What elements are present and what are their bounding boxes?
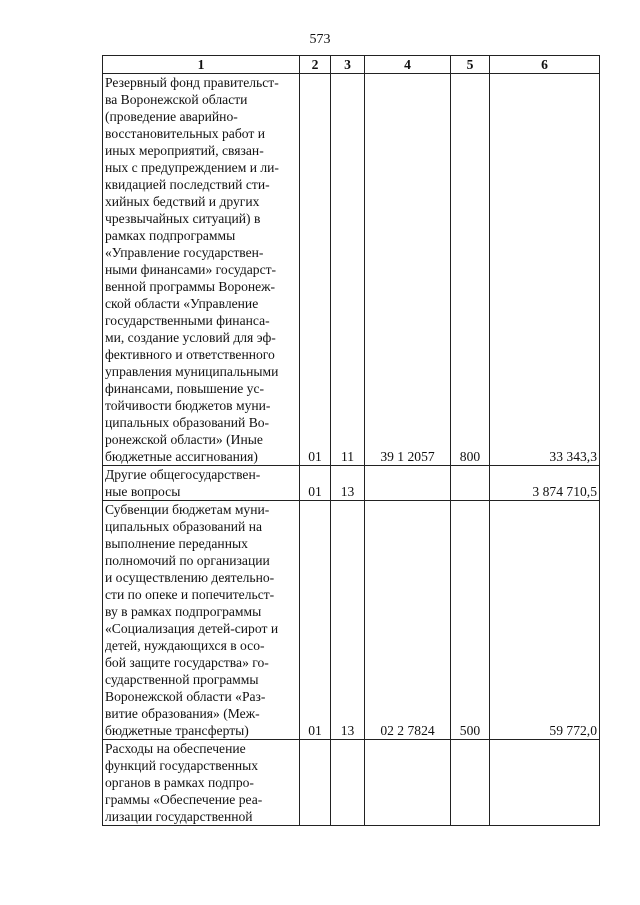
row-amount xyxy=(490,740,600,826)
row-target-code xyxy=(365,466,451,501)
page-number: 573 xyxy=(309,32,331,47)
table-row xyxy=(103,501,600,740)
row-name: Расходы на обеспечение функций государственных органов в рамках подпро- граммы «Обеспечение реа- лизации государственной xyxy=(103,740,300,826)
row-section: 01 xyxy=(300,74,331,466)
row-name: Другие общегосударствен- ные вопросы xyxy=(103,466,300,501)
row-section: 01 xyxy=(300,501,331,740)
row-name: Резервный фонд правительст- ва Воронежской области (проведение аварийно- восстановительных работ и иных мероприятий, связан- ных с предупреждением и ли- квидацией последствий сти- хийных бедствий и других чрезвычайных ситуаций) в рамках подпрограммы «Управление государствен- ными финансами» государст- венной программы Воронеж- ской области «Управление государственными финанса- ми, создание условий для эф- фективного и ответственного управления муниципальными финансами, повышение ус- тойчивости бюджетов муни- ципальных образований Во- ронежской области» (Иные бюджетные ассигнования) xyxy=(103,74,300,466)
column-header: 6 xyxy=(490,56,600,74)
column-header: 4 xyxy=(365,56,451,74)
column-header: 1 xyxy=(103,56,300,74)
row-amount: 59 772,0 xyxy=(490,501,600,740)
row-expense-type: 800 xyxy=(451,74,490,466)
table-row xyxy=(103,74,600,466)
budget-table xyxy=(102,55,600,826)
table-row xyxy=(103,740,600,826)
row-target-code: 02 2 7824 xyxy=(365,501,451,740)
table-row xyxy=(103,466,600,501)
row-subsection: 13 xyxy=(331,466,365,501)
row-amount: 33 343,3 xyxy=(490,74,600,466)
row-subsection: 13 xyxy=(331,501,365,740)
row-expense-type xyxy=(451,740,490,826)
row-expense-type: 500 xyxy=(451,501,490,740)
row-section xyxy=(300,740,331,826)
column-header: 3 xyxy=(331,56,365,74)
row-subsection: 11 xyxy=(331,74,365,466)
column-header: 2 xyxy=(300,56,331,74)
column-header: 5 xyxy=(451,56,490,74)
row-amount: 3 874 710,5 xyxy=(490,466,600,501)
row-section: 01 xyxy=(300,466,331,501)
table-header-row xyxy=(103,56,600,74)
row-target-code: 39 1 2057 xyxy=(365,74,451,466)
row-subsection xyxy=(331,740,365,826)
row-expense-type xyxy=(451,466,490,501)
row-target-code xyxy=(365,740,451,826)
row-name: Субвенции бюджетам муни- ципальных образований на выполнение переданных полномочий по организации и осуществлению деятельно- сти по опеке и попечительст- ву в рамках подпрограммы «Социализация детей-сирот и детей, нуждающихся в осо- бой защите государства» го- сударственной программы Воронежской области «Раз- витие образования» (Меж- бюджетные трансферты) xyxy=(103,501,300,740)
